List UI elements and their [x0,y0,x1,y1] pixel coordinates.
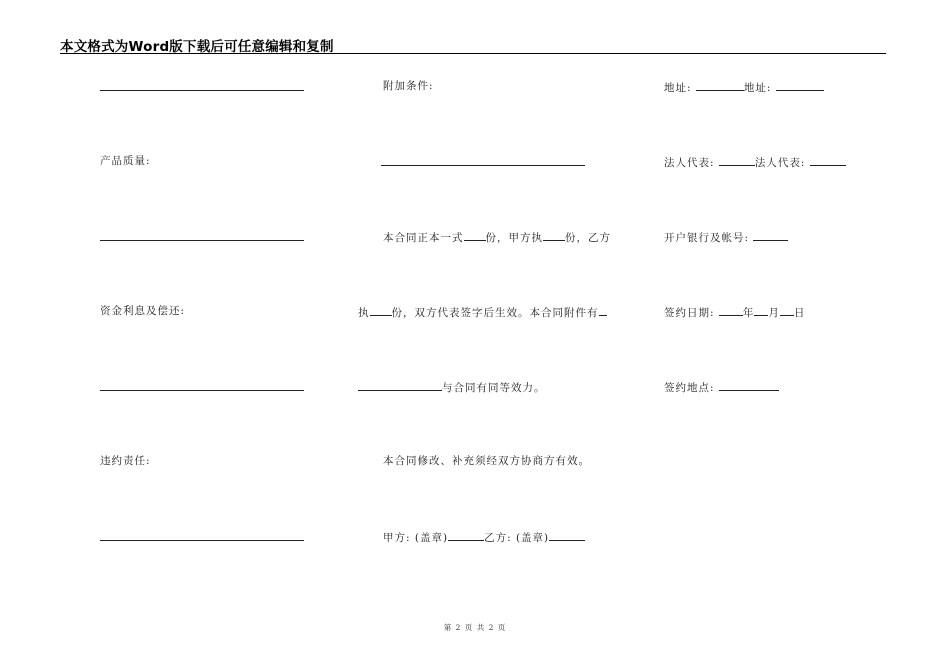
bank-account-line [664,229,788,245]
page-header [60,35,886,54]
address-a-label: 地址: [664,82,692,94]
legal-rep-a-label: 法人代表: [664,157,715,169]
copies-text-5: 份，双方代表签字后生效。本合同附件有 [391,307,599,319]
attachment-blank [358,379,442,391]
address-line [664,79,824,95]
bank-account-label: 开户银行及帐号: [664,232,750,244]
year-label: 年 [742,307,755,319]
sign-date-line [664,304,805,320]
address-a-blank [696,79,744,91]
header-title: 本文格式为Word版下载后可任意编辑和复制 [60,39,334,55]
breach-label: 违约责任: [100,455,151,467]
sign-place-label: 签约地点: [664,382,715,394]
month-label: 月 [768,307,780,319]
bank-account-blank [753,229,788,241]
address-b-blank [776,79,824,91]
month-blank [754,304,768,316]
sign-place-blank [719,379,779,391]
day-blank [780,304,794,316]
legal-rep-line [664,154,846,170]
party-a-seal: 甲方: (盖章) [383,532,449,544]
copies-blank [370,304,392,316]
sign-place-line [664,379,779,395]
copies-clause-line3 [358,379,546,395]
copies-blank [543,229,565,241]
legal-rep-b-blank [810,154,846,166]
blank-line [100,240,304,241]
blank-line [100,90,304,91]
address-b-label: 地址: [743,82,772,94]
copies-text-2: 份，甲方执 [485,232,543,244]
blank-line [100,540,304,541]
copies-blank [464,229,486,241]
party-b-blank [549,529,585,541]
legal-rep-b-label: 法人代表: [754,157,806,169]
copies-text-6: 与合同有同等效力。 [442,382,546,394]
party-a-blank [448,529,484,541]
amendment-clause: 本合同修改、补充须经双方协商方有效。 [383,455,590,467]
legal-rep-a-blank [719,154,755,166]
copies-text-4: 执 [358,307,370,319]
copies-clause-line1 [383,229,611,245]
product-quality-label: 产品质量: [100,155,151,167]
day-label: 日 [793,307,806,319]
additional-terms-label: 附加条件: [383,80,434,92]
year-blank [719,304,743,316]
blank-line [381,165,585,166]
blank-line [100,390,304,391]
page-footer: 第 2 页 共 2 页 [443,623,507,632]
sign-date-label: 签约日期: [664,307,715,319]
party-b-seal: 乙方: (盖章) [484,532,550,544]
capital-interest-label: 资金利息及偿还: [100,305,186,317]
copies-text-1: 本合同正本一式 [383,232,464,244]
signature-line [383,529,585,545]
copies-text-3: 份，乙方 [565,232,611,244]
attachment-blank [599,304,607,316]
copies-clause-line2 [358,304,607,320]
